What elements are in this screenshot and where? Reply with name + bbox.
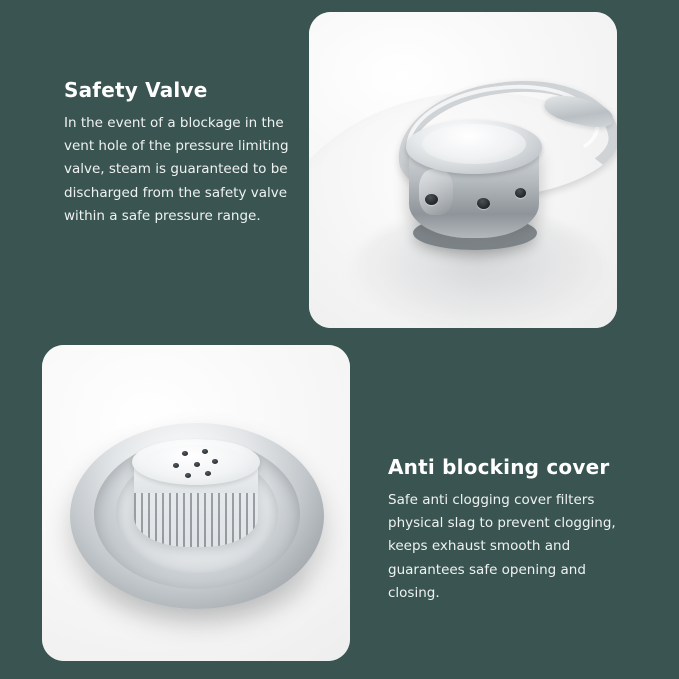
anti-blocking-cover-photo [42, 345, 350, 661]
valve-cap-top [422, 124, 526, 164]
safety-valve-description: In the event of a blockage in the vent hole of the pressure limiting valve, steam is guaranteed to be discharged from the safety valve within a safe pressure range. [64, 115, 289, 224]
filter-pin-hole [185, 473, 191, 478]
safety-valve-photo [309, 12, 617, 328]
valve-vent-hole [515, 188, 526, 198]
valve-vent-hole [425, 194, 438, 205]
filter-pin-hole [205, 471, 211, 476]
filter-pin-hole [173, 463, 179, 468]
safety-valve-title: Safety Valve [64, 78, 208, 102]
anti-blocking-cover-description: Safe anti clogging cover filters physical slag to prevent clogging, keeps exhaust smooth and guarantees safe opening and closing. [388, 492, 616, 601]
filter-pin-hole [202, 449, 208, 454]
anti-blocking-cover-title: Anti blocking cover [388, 455, 610, 479]
safety-valve-text-block [64, 78, 294, 228]
filter-pin-hole [212, 459, 218, 464]
safety-valve-photo-content [309, 12, 617, 328]
anti-blocking-cover-photo-content [42, 345, 350, 661]
filter-pin-hole [182, 451, 188, 456]
filter-pin-hole [194, 462, 200, 467]
anti-blocking-cover-text-block [388, 455, 638, 605]
filter-basket-slats [134, 493, 258, 547]
